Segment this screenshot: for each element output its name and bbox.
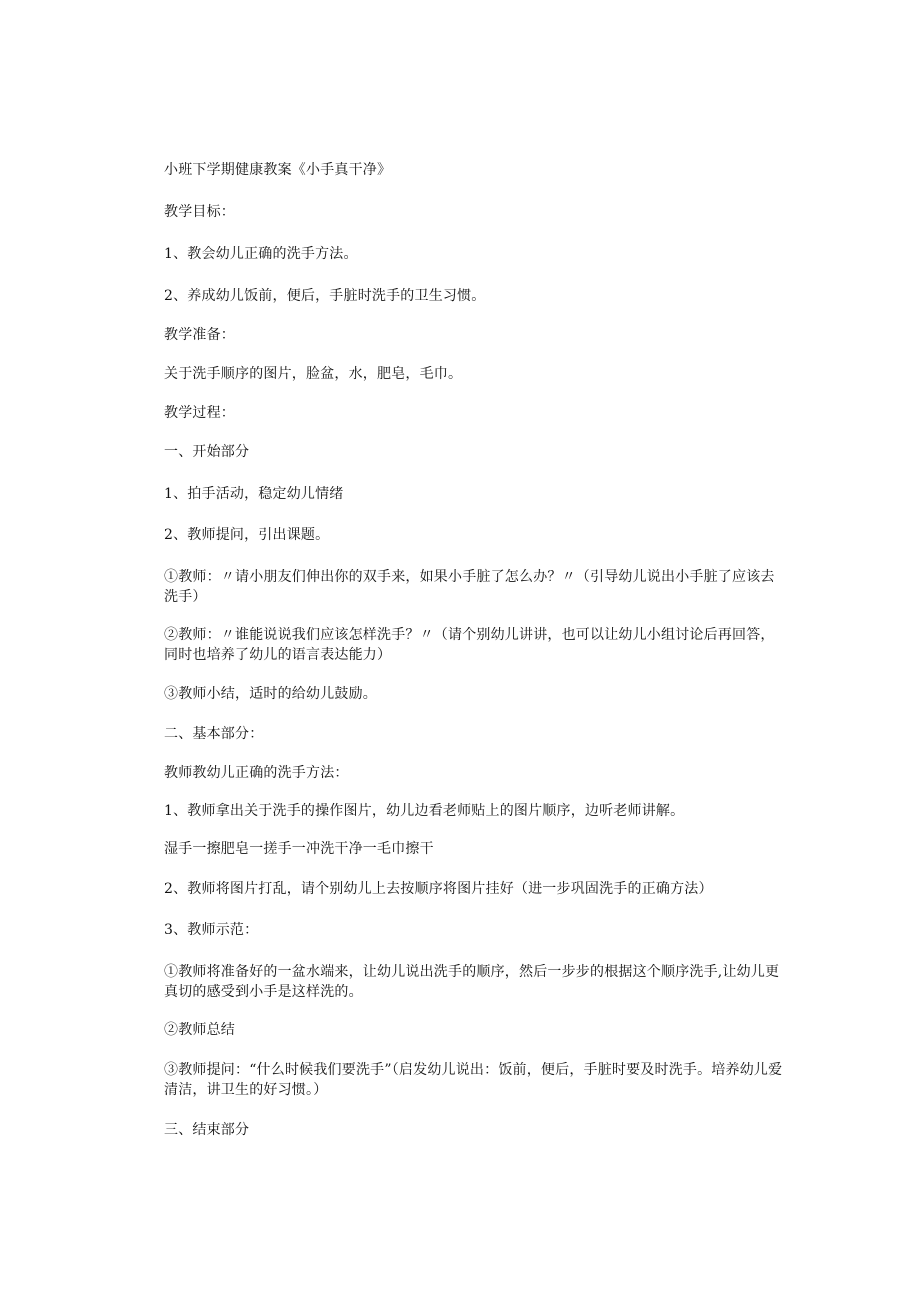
paragraph: 1、教师拿出关于洗手的操作图片，幼儿边看老师贴上的图片顺序，边听老师讲解。 (164, 803, 685, 819)
paragraph: ③教师小结，适时的给幼儿鼓励。 (164, 686, 377, 702)
paragraph: 1、教会幼儿正确的洗手方法。 (164, 246, 358, 262)
paragraph: 三、结束部分 (164, 1122, 250, 1138)
paragraph: 2、养成幼儿饭前，便后，手脏时洗手的卫生习惯。 (164, 288, 486, 304)
paragraph: 湿手一擦肥皂一搓手一冲洗干净一毛巾擦干 (164, 841, 434, 857)
paragraph: 1、拍手活动，稳定幼儿情绪 (164, 486, 344, 502)
paragraph: ③教师提问：“什么时候我们要洗手”（启发幼儿说出：饭前，便后，手脏时要及时洗手。培养幼儿爱清洁，讲卫生的好习惯。） (164, 1062, 783, 1098)
paragraph: 2、教师提问，引出课题。 (164, 527, 330, 543)
paragraph: 二、基本部分： (164, 726, 264, 742)
paragraph: 关于洗手顺序的图片，脸盆，水，肥皂，毛巾。 (164, 366, 463, 382)
paragraph: ②教师总结 (164, 1022, 235, 1038)
document-title: 小班下学期健康教案《小手真干净》 (164, 162, 392, 178)
paragraph: 教师教幼儿正确的洗手方法： (164, 765, 349, 781)
paragraph: 教学目标： (164, 204, 235, 220)
paragraph: 2、教师将图片打乱，请个别幼儿上去按顺序将图片挂好（进一步巩固洗手的正确方法） (164, 881, 713, 897)
paragraph: ①教师：〃请小朋友们伸出你的双手来，如果小手脏了怎么办？〃（引导幼儿说出小手脏了应该去洗手） (164, 569, 775, 605)
paragraph: ①教师将准备好的一盆水端来，让幼儿说出洗手的顺序，然后一步步的根据这个顺序洗手,让幼儿更真切的感受到小手是这样洗的。 (164, 964, 780, 1000)
paragraph: 教学准备： (164, 327, 235, 343)
paragraph: 3、教师示范： (164, 922, 259, 938)
paragraph: 教学过程： (164, 405, 235, 421)
paragraph: 一、开始部分 (164, 444, 250, 460)
paragraph: ②教师：〃谁能说说我们应该怎样洗手？〃（请个别幼儿讲讲，也可以让幼儿小组讨论后再回答，同时也培养了幼儿的语言表达能力） (164, 627, 775, 663)
